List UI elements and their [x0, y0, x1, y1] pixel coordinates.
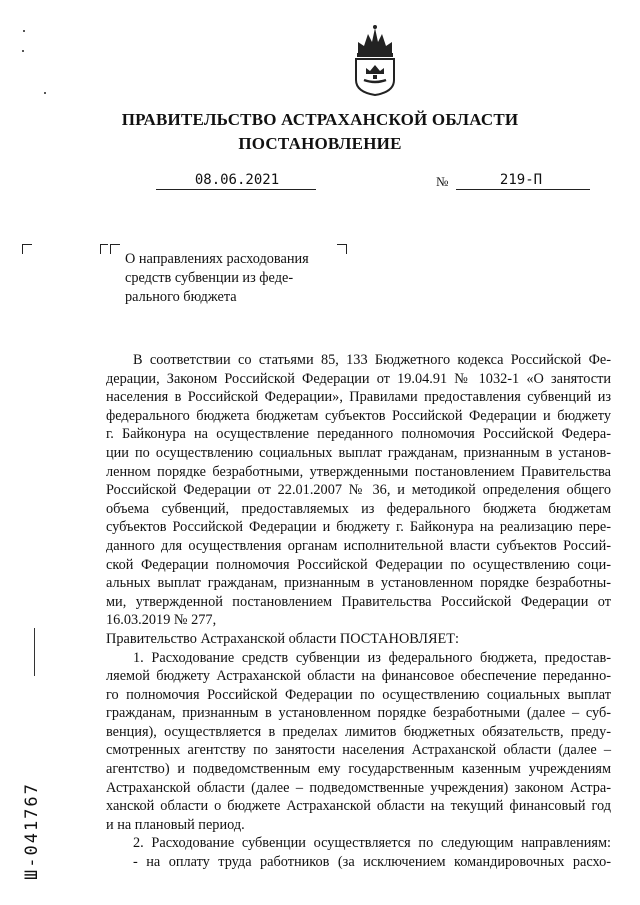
scan-dot [22, 50, 24, 52]
document-subject [125, 250, 333, 307]
corner-bracket [100, 244, 108, 254]
margin-line [34, 628, 35, 676]
body-line: венция), осуществляется в пределах лимитов бюджетных обязательств, преду- [106, 723, 611, 740]
body-line: смотренных агентству по занятости населения Астраханской области (далее – [106, 742, 611, 759]
corner-bracket [337, 244, 347, 254]
body-line: Правительство Астраханской области ПОСТАНОВЛЯЕТ: [106, 630, 459, 647]
body-line: ской Федерации полномочия Российской Федерации по осуществлению соци- [106, 556, 611, 573]
body-line: 1. Расходование средств субвенции из федерального бюджета, предостав- [133, 649, 611, 666]
subject-line: О направлениях расходования [125, 251, 309, 267]
document-type-title: ПОСТАНОВЛЕНИЕ [238, 134, 402, 153]
astrakhan-coat-of-arms-icon [352, 24, 398, 96]
corner-bracket [22, 244, 32, 254]
body-line: Астраханской области (далее – подведомственные учреждения) законом Астра- [106, 779, 611, 796]
scan-dot [44, 92, 46, 94]
organization-title: ПРАВИТЕЛЬСТВО АСТРАХАНСКОЙ ОБЛАСТИ [121, 110, 519, 129]
body-line: г. Байконура на осуществление переданного полномочия Российской Федера- [106, 426, 611, 443]
body-line: го полномочия Российской Федерации по осуществлению социальных выплат [106, 686, 611, 703]
body-line: гражданам, признанным в установленном порядке безработными (далее – суб- [106, 705, 611, 722]
document-body [106, 351, 611, 872]
body-line: ханской области о бюджете Астраханской области на текущий финансовый год [106, 798, 611, 815]
body-line: и на плановый период. [106, 816, 245, 833]
body-line: ляемой бюджету Астраханской области на финансовое обеспечение переданно- [106, 668, 611, 685]
document-date: 08.06.2021 [194, 172, 280, 188]
body-line: В соответствии со статьями 85, 133 Бюджетного кодекса Российской Фе- [133, 352, 611, 368]
body-line: агентство) и подведомственным ему государственным казенным учреждениям [106, 761, 611, 778]
body-line: Российской Федерации от 22.01.2007 № 36, и методикой определения общего [106, 482, 611, 499]
body-line: 2. Расходование субвенции осуществляется по следующим направлениям: [133, 835, 611, 852]
body-line: 16.03.2019 № 277, [106, 612, 217, 629]
body-line: данного для осуществления органам исполнительной власти субъектов Россий- [106, 537, 611, 554]
number-underline [456, 189, 590, 190]
form-serial-text: Ш-041767 [22, 782, 42, 880]
body-line: субъектов Российской Федерации и бюджету г. Байконура на реализацию пере- [106, 519, 611, 536]
body-line: альных выплат гражданам, признанным в установленном порядке безработны- [106, 575, 611, 592]
corner-bracket [110, 244, 120, 254]
number-sign: № [436, 174, 449, 189]
subject-line: рального бюджета [125, 289, 237, 305]
document-number: 219-П [499, 172, 543, 188]
body-line: ми, утвержденной постановлением Правительства Российской Федерации от [106, 593, 611, 610]
subject-line: средств субвенции из феде- [125, 270, 294, 286]
body-line: ции по осуществлению социальных выплат гражданам, признанным в установ- [106, 444, 611, 461]
date-underline [156, 189, 316, 190]
body-line: ленном порядке безработными, утвержденными постановлением Правительства [106, 463, 611, 480]
body-line: населения в Российской Федерации», Правилами предоставления субвенций из [106, 389, 611, 406]
body-line: дерации, Законом Российской Федерации от 19.04.91 № 1032-1 «О занятости [106, 370, 611, 387]
scan-dot [23, 30, 25, 32]
body-line: - на оплату труда работников (за исключением командировочных расхо- [133, 854, 611, 871]
body-line: федерального бюджета бюджетам субъектов Российской Федерации и бюджету [106, 407, 611, 424]
body-line: объема субвенций, предоставляемых из федерального бюджета бюджетам [106, 500, 611, 517]
form-serial-mark [22, 720, 46, 880]
